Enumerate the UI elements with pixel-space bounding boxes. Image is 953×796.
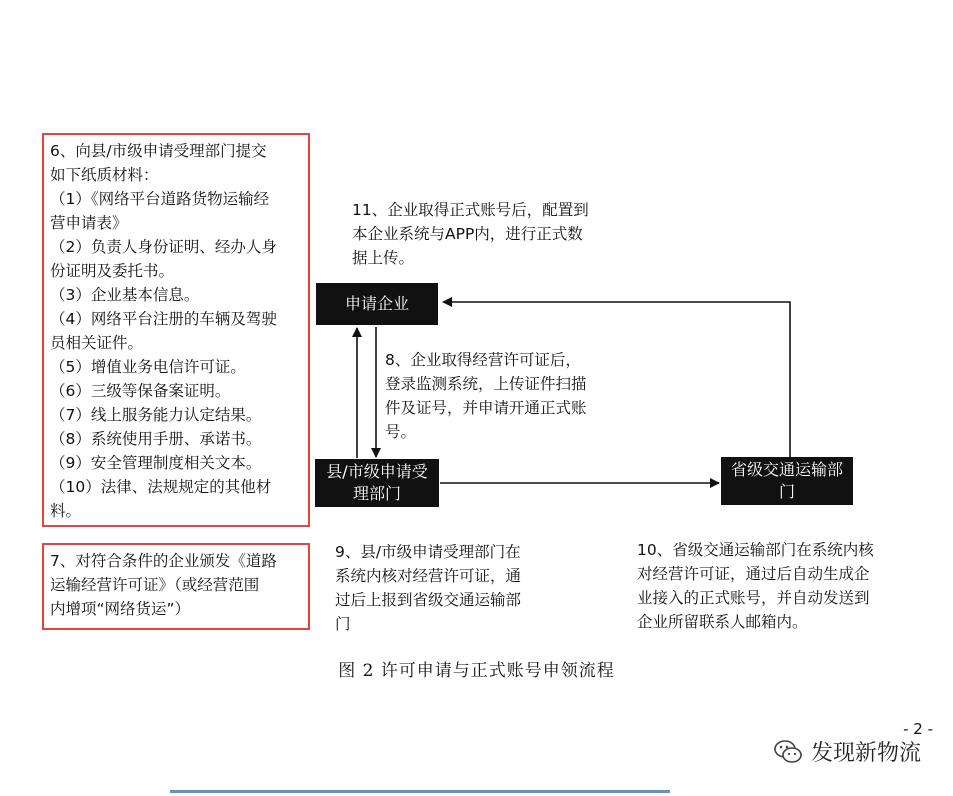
page-number: - 2 - xyxy=(903,720,933,738)
step-line: 据上传。 xyxy=(352,249,415,267)
step-line: 号。 xyxy=(385,423,417,441)
step-line: 对经营许可证，通过后自动生成企 xyxy=(637,565,870,583)
materials-line: 份证明及委托书。 xyxy=(50,262,175,280)
materials-line: （5）增值业务电信许可证。 xyxy=(50,358,246,376)
step-line: 10、省级交通运输部门在系统内核 xyxy=(637,541,874,559)
node-county-department xyxy=(315,459,439,507)
step-line: 8、企业取得经营许可证后， xyxy=(385,351,581,369)
page-edge-line xyxy=(170,790,670,793)
step-9-annotation xyxy=(335,540,521,636)
watermark xyxy=(773,736,921,767)
wechat-icon xyxy=(773,738,803,766)
step-line: 11、企业取得正式账号后，配置到 xyxy=(352,201,589,219)
node-label: 省级交通运输部 xyxy=(730,460,843,479)
step-8-annotation xyxy=(385,348,587,444)
node-provincial-department xyxy=(721,457,853,505)
node-label: 县/市级申请受 xyxy=(326,462,428,481)
materials-line: 6、向县/市级申请受理部门提交 xyxy=(50,142,267,160)
materials-line: （3）企业基本信息。 xyxy=(50,286,200,304)
issue-line: 内增项“网络货运”） xyxy=(50,600,191,618)
watermark-text: 发现新物流 xyxy=(810,741,921,766)
issue-line: 运输经营许可证》（或经营范围 xyxy=(50,576,260,594)
materials-line: 营申请表》 xyxy=(50,214,128,232)
materials-line: （2）负责人身份证明、经办人身 xyxy=(50,238,277,256)
step-line: 过后上报到省级交通运输部 xyxy=(335,591,522,609)
step-line: 系统内核对经营许可证，通 xyxy=(335,567,522,585)
materials-line: （1）《网络平台道路货物运输经 xyxy=(50,190,270,208)
step-line: 9、县/市级申请受理部门在 xyxy=(335,543,521,561)
materials-line: （8）系统使用手册、承诺书。 xyxy=(50,430,262,448)
step-line: 本企业系统与APP内，进行正式数 xyxy=(352,225,583,243)
materials-line: （9）安全管理制度相关文本。 xyxy=(50,454,262,472)
materials-line: （10）法律、法规规定的其他材 xyxy=(50,478,272,496)
node-label: 申请企业 xyxy=(344,294,409,313)
step-line: 件及证号，并申请开通正式账 xyxy=(385,399,587,417)
node-label: 理部门 xyxy=(352,484,401,503)
materials-line: （6）三级等保备案证明。 xyxy=(50,382,231,400)
materials-line: （7）线上服务能力认定结果。 xyxy=(50,406,262,424)
step-10-annotation xyxy=(637,538,874,634)
step-line: 业接入的正式账号，并自动发送到 xyxy=(637,589,870,607)
step-line: 登录监测系统，上传证件扫描 xyxy=(385,375,587,393)
node-label: 门 xyxy=(778,482,795,501)
step-line: 企业所留联系人邮箱内。 xyxy=(637,613,808,631)
step-11-annotation xyxy=(352,198,589,270)
step-line: 门 xyxy=(335,615,351,633)
figure-caption: 图 2 许可申请与正式账号申领流程 xyxy=(338,661,615,681)
materials-line: 员相关证件。 xyxy=(50,334,144,352)
materials-line: （4）网络平台注册的车辆及驾驶 xyxy=(50,310,277,328)
materials-line: 料。 xyxy=(50,502,82,520)
node-applicant-enterprise xyxy=(316,283,438,325)
issue-line: 7、对符合条件的企业颁发《道路 xyxy=(50,552,277,570)
materials-line: 如下纸质材料： xyxy=(50,166,159,184)
